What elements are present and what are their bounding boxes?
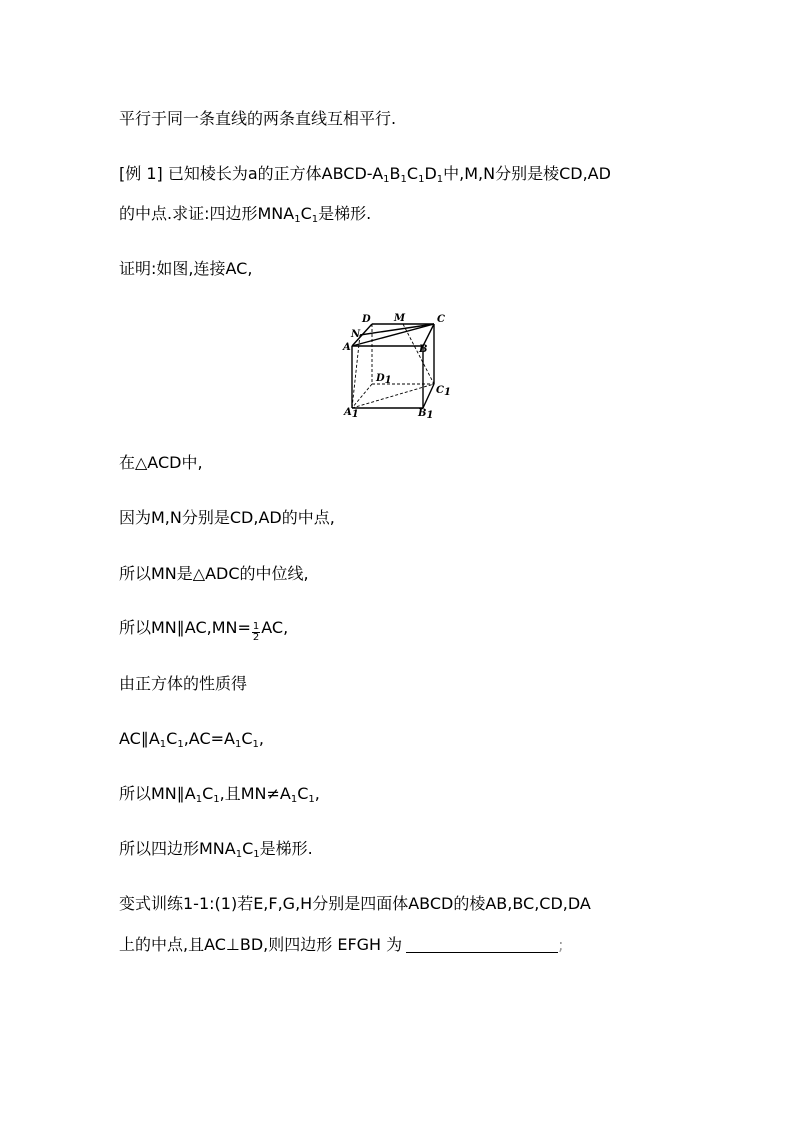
step-4: 所以MN∥AC,MN= $\frac{1}{2}$ AC, <box>119 618 289 643</box>
label-A1: A1 <box>344 407 359 420</box>
label-A: A <box>343 342 351 353</box>
variant-exercise-line2: 上的中点,且AC⊥BD,则四边形 EFGH 为 ; <box>119 935 564 954</box>
label-C: C <box>437 314 445 325</box>
label-M: M <box>394 313 406 324</box>
text-line-parallel: 平行于同一条直线的两条直线互相平行. <box>119 109 397 128</box>
example-statement-line2: 的中点.求证:四边形$MNA_1C_1$是梯形. <box>119 204 372 225</box>
label-B1: B1 <box>418 408 434 421</box>
example-statement-line1: [例 1] 已知棱长为a的正方体ABCD-$A_1B_1C_1D_1$中,M,N分别是棱CD,AD <box>119 164 611 185</box>
answer-blank[interactable] <box>406 936 558 953</box>
step-3: 所以MN是△ADC的中位线, <box>119 564 309 583</box>
cube-figure <box>338 308 458 424</box>
label-C1: C1 <box>436 385 451 398</box>
label-D: D <box>362 314 371 325</box>
step-8: 所以四边形$MNA_1C_1$是梯形. <box>119 839 313 860</box>
step-1: 在△ACD中, <box>119 453 203 472</box>
step-7: 所以$MN\parallel A_1C_1$,且$MN\ne A_1C_1$, <box>119 784 320 805</box>
label-D1: D1 <box>376 373 392 386</box>
label-B: B <box>419 344 428 355</box>
step-6: $AC\parallel A_1C_1,AC=A_1C_1$, <box>119 729 264 750</box>
step-2: 因为M,N分别是CD,AD的中点, <box>119 508 335 527</box>
variant-exercise-line1: 变式训练1-1:(1)若E,F,G,H分别是四面体ABCD的棱AB,BC,CD,DA <box>119 894 591 913</box>
proof-intro: 证明:如图,连接AC, <box>119 259 253 278</box>
label-N: N <box>351 329 361 340</box>
step-5: 由正方体的性质得 <box>119 674 248 693</box>
fraction-one-half: $\frac{1}{2}$ <box>252 621 260 643</box>
